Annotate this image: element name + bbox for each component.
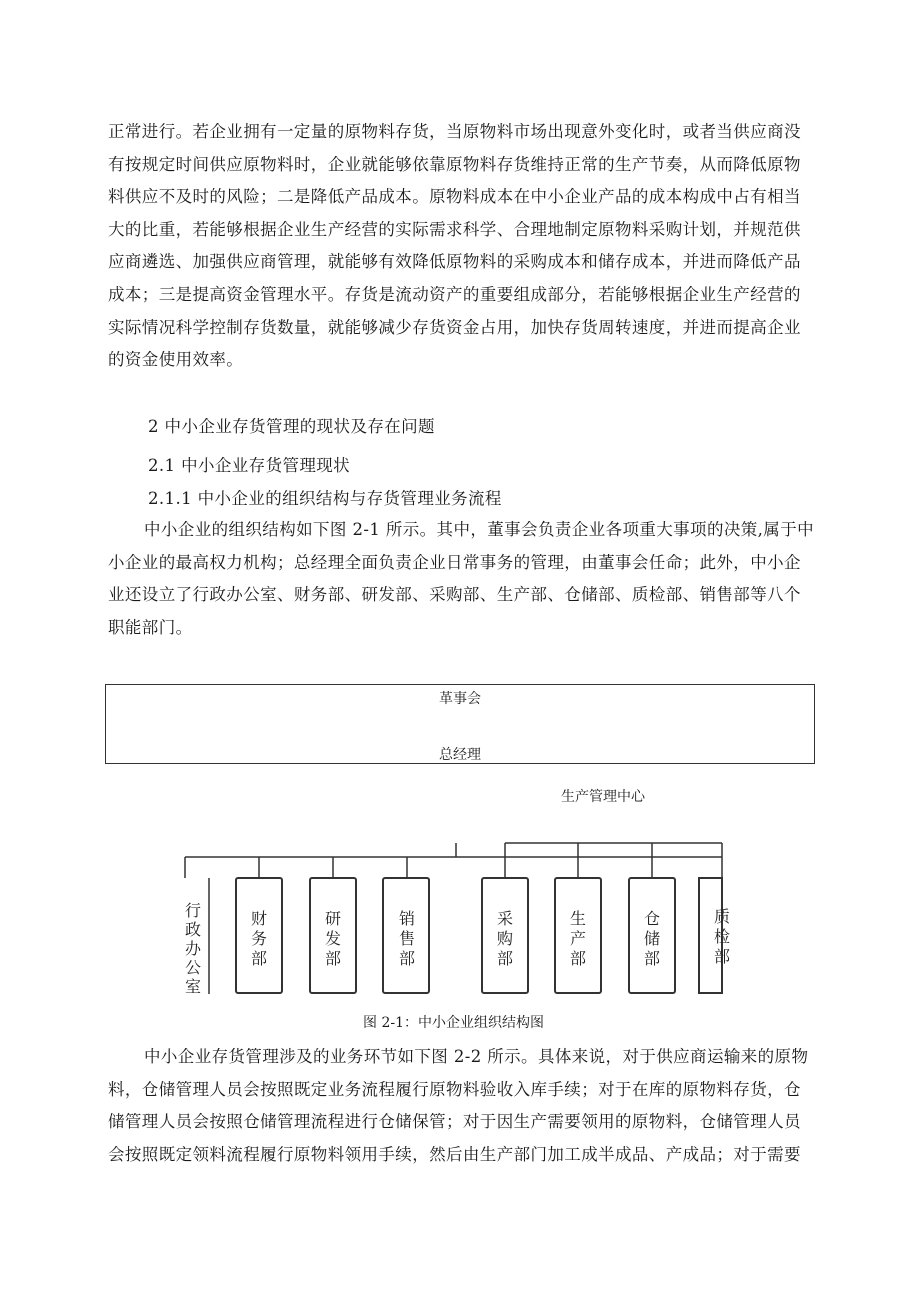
text-line: 实际情况科学控制存货数量，就能够减少存货资金占用，加快存货周转速度，并进而提高企业 (108, 317, 801, 337)
department-label-char: 销 (398, 909, 416, 928)
department-label-char: 部 (496, 949, 514, 968)
department-label-char: 公 (184, 958, 202, 977)
text-line: 料供应不及时的风险；二是降低产品成本。原物料成本在中小企业产品的成本构成中占有相当 (108, 187, 801, 207)
department-label-char: 部 (569, 949, 587, 968)
text-line: 职能部门。 (108, 617, 193, 637)
department-label-char: 生 (569, 909, 587, 928)
text-line: 大的比重，若能够根据企业生产经营的实际需求科学、合理地制定原物料采购计划，并规范供 (108, 219, 801, 239)
text-line: 小企业的最高权力机构；总经理全面负责企业日常事务的管理，由董事会任命；此外，中小企 (108, 552, 801, 572)
department-label-char: 财 (250, 909, 268, 928)
department-label-char: 部 (250, 949, 268, 968)
text-line: 料，仓储管理人员会按照既定业务流程履行原物料验收入库手续；对于在库的原物料存货，仓 (108, 1079, 801, 1099)
department-label-char: 售 (398, 929, 416, 948)
text-line: 业还设立了行政办公室、财务部、研发部、采购部、生产部、仓储部、质检部、销售部等八个 (108, 585, 801, 605)
department-label-char: 仓 (643, 909, 661, 928)
section-heading-2-1: 2.1 中小企业存货管理现状 (148, 456, 351, 475)
department-label-char: 产 (569, 929, 587, 948)
department-label-char: 部 (324, 949, 342, 968)
text-line: 应商遴选、加强供应商管理，就能够有效降低原物料的采购成本和储存成本，并进而降低产品 (108, 252, 801, 272)
department-label-char: 部 (643, 949, 661, 968)
general-manager-label: 总经理 (439, 747, 481, 763)
figure-caption: 图 2-1：中小企业组织结构图 (363, 1015, 544, 1031)
department-label-char: 采 (496, 909, 514, 928)
department-label-char: 室 (184, 977, 202, 996)
text-line: 有按规定时间供应原物料时，企业就能够依靠原物料存货维持正常的生产节奏，从而降低原物 (108, 154, 801, 174)
department-label-char: 政 (184, 920, 202, 939)
department-label-char: 办 (184, 939, 202, 958)
text-line: 储管理人员会按照仓储管理流程进行仓储保管；对于因生产需要领用的原物料，仓储管理人员 (108, 1112, 801, 1132)
department-label-char: 部 (398, 949, 416, 968)
text-line: 中小企业存货管理涉及的业务环节如下图 2-2 所示。具体来说，对于供应商运输来的原物 (144, 1047, 809, 1066)
text-line: 会按照既定领料流程履行原物料领用手续，然后由生产部门加工成半成品、产成品；对于需要 (108, 1144, 801, 1164)
section-heading-2: 2 中小企业存货管理的现状及存在问题 (148, 417, 435, 436)
department-label-char: 质 (713, 907, 731, 926)
department-label-char: 检 (713, 927, 731, 946)
department-labels (185, 901, 730, 996)
board-label: 革事会 (439, 691, 481, 707)
text-line: 成本；三是提高资金管理水平。存货是流动资产的重要组成部分，若能够根据企业生产经营的 (108, 284, 801, 304)
department-label-char: 发 (324, 929, 342, 948)
department-label-char: 行 (184, 901, 202, 920)
text-line: 正常进行。若企业拥有一定量的原物料存货，当原物料市场出现意外变化时，或者当供应商没 (108, 122, 801, 141)
department-label-char: 储 (643, 929, 661, 948)
paragraph-3 (108, 1041, 820, 1171)
production-center-label: 生产管理中心 (561, 789, 645, 805)
department-label-char: 研 (324, 909, 342, 928)
section-heading-2-1-1: 2.1.1 中小企业的组织结构与存货管理业务流程 (148, 489, 502, 508)
department-label-char: 购 (496, 929, 514, 948)
text-line: 的资金使用效率。 (108, 350, 244, 370)
department-label-char: 部 (713, 947, 731, 966)
department-label-char: 务 (250, 929, 268, 948)
text-line: 中小企业的组织结构如下图 2-1 所示。其中，董事会负责企业各项重大事项的决策,属于中 (144, 520, 815, 539)
